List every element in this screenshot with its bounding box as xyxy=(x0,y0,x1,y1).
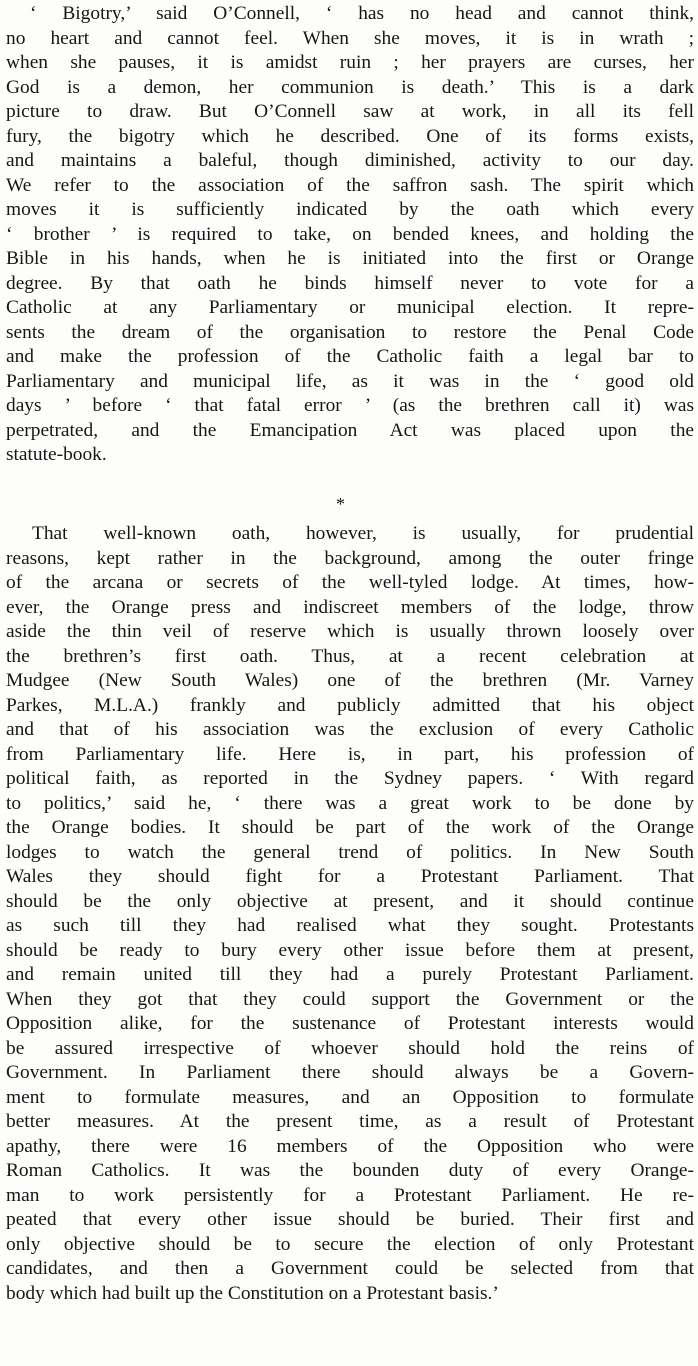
text-line: when she pauses, it is amidst ruin ; her prayers are curses, her xyxy=(6,52,694,73)
text-line: ment to formulate measures, and an Opposition to formulate xyxy=(6,1086,694,1108)
text-line: days ’ before ‘ that fatal error ’ (as the brethren call it) was xyxy=(6,395,694,416)
text-line: Roman Catholics. It was the bounden duty of every Orange- xyxy=(6,1160,694,1181)
text-line: sents the dream of the organisation to restore the Penal Code xyxy=(6,321,694,343)
text-line: ‘ brother ’ is required to take, on bended knees, and holding the xyxy=(6,223,694,245)
text-line: political faith, as reported in the Sydney papers. ‘ With regard xyxy=(6,768,694,789)
text-line: lodges to watch the general trend of politics. In New South xyxy=(6,841,694,863)
text-line: perpetrated, and the Emancipation Act was placed upon the xyxy=(6,419,694,441)
text-line: better measures. At the present time, as a result of Protestant xyxy=(6,1111,694,1132)
text-line: Parliamentary and municipal life, as it was in the ‘ good old xyxy=(6,370,694,392)
text-line: Wales they should fight for a Protestant Parliament. That xyxy=(6,866,694,887)
text-line: body which had built up the Constitution on a Protestant basis.’ xyxy=(6,1282,499,1304)
text-line: and that of his association was the exclusion of every Catholic xyxy=(6,719,694,740)
text-line: ever, the Orange press and indiscreet members of the lodge, throw xyxy=(6,596,694,618)
section-break xyxy=(0,494,698,518)
text-line: from Parliamentary life. Here is, in part, his profession of xyxy=(6,743,694,765)
text-line: as such till they had realised what they sought. Protestants xyxy=(6,915,694,936)
text-line: and remain united till they had a purely Protestant Parliament. xyxy=(6,964,694,985)
text-line: and maintains a baleful, though diminished, activity to our day. xyxy=(6,150,694,171)
text-line: only objective should be to secure the election of only Protestant xyxy=(6,1233,694,1255)
text-line: fury, the bigotry which he described. One of its forms exists, xyxy=(6,125,694,147)
text-line: reasons, kept rather in the background, among the outer fringe xyxy=(6,547,694,569)
text-line: should be the only objective at present, and it should continue xyxy=(6,890,694,912)
text-line: and make the profession of the Catholic faith a legal bar to xyxy=(6,346,694,367)
text-line: statute-book. xyxy=(6,444,107,465)
text-line: to politics,’ said he, ‘ there was a great work to be done by xyxy=(6,792,694,814)
text-line: God is a demon, her communion is death.’ This is a dark xyxy=(6,76,694,98)
text-line: Mudgee (New South Wales) one of the brethren (Mr. Varney xyxy=(6,670,694,691)
text-line: We refer to the association of the saffron sash. The spirit which xyxy=(6,174,694,196)
text-line: That well-known oath, however, is usually, for prudential xyxy=(32,523,694,544)
text-line: the Orange bodies. It should be part of the work of the Orange xyxy=(6,817,694,838)
text-line: Parkes, M.L.A.) frankly and publicly admitted that his object xyxy=(6,694,694,716)
text-line: degree. By that oath he binds himself never to vote for a xyxy=(6,272,694,294)
text-line: picture to draw. But O’Connell saw at work, in all its fell xyxy=(6,101,694,122)
text-line: Catholic at any Parliamentary or municipal election. It repre- xyxy=(6,297,694,318)
text-line: man to work persistently for a Protestant Parliament. He re- xyxy=(6,1184,694,1206)
text-line: peated that every other issue should be buried. Their first and xyxy=(6,1209,694,1230)
text-line: Opposition alike, for the sustenance of Protestant interests would xyxy=(6,1013,694,1034)
text-line: candidates, and then a Government could be selected from that xyxy=(6,1258,694,1279)
text-line: ‘ Bigotry,’ said O’Connell, ‘ has no head and cannot think, xyxy=(30,3,694,24)
paragraph-2 xyxy=(6,522,694,1306)
text-line: Government. In Parliament there should always be a Govern- xyxy=(6,1062,694,1083)
text-line: should be ready to bury every other issue before them at present, xyxy=(6,939,694,961)
text-line: aside the thin veil of reserve which is usually thrown loosely over xyxy=(6,621,694,642)
text-line: When they got that they could support the Government or the xyxy=(6,988,694,1010)
text-line: no heart and cannot feel. When she moves, it is in wrath ; xyxy=(6,27,694,49)
text-line: the brethren’s first oath. Thus, at a recent celebration at xyxy=(6,645,694,667)
text-line: moves it is sufficiently indicated by the oath which every xyxy=(6,199,694,220)
text-line: of the arcana or secrets of the well-tyled lodge. At times, how- xyxy=(6,572,694,593)
text-line: Bible in his hands, when he is initiated into the first or Orange xyxy=(6,248,694,269)
paragraph-1 xyxy=(6,2,694,468)
asterisk-separator: * xyxy=(336,494,345,514)
text-line: be assured irrespective of whoever should hold the reins of xyxy=(6,1037,694,1059)
text-line: apathy, there were 16 members of the Opposition who were xyxy=(6,1135,694,1157)
